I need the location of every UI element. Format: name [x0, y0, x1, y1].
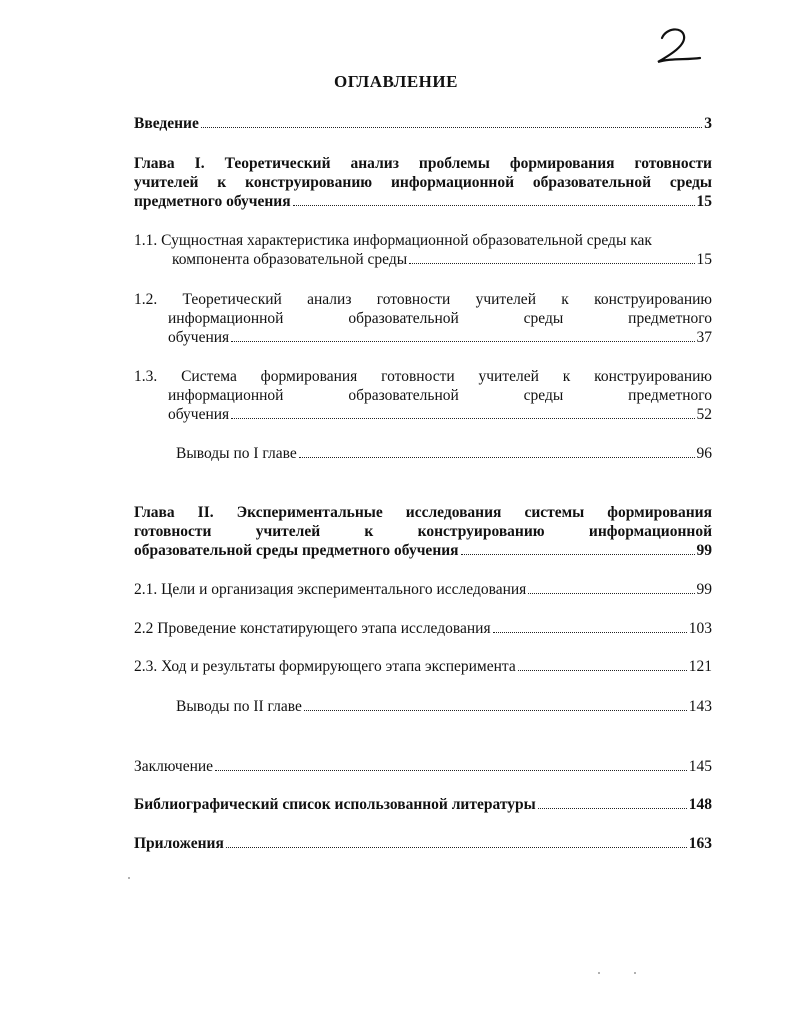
dot-leader — [518, 670, 687, 671]
page-ref: 163 — [688, 835, 712, 852]
dot-leader — [528, 593, 694, 594]
page-ref: 37 — [696, 329, 712, 346]
dot-leader — [215, 770, 687, 771]
page-ref: 52 — [696, 406, 712, 423]
dot-leader — [299, 457, 695, 458]
dot-leader — [409, 263, 694, 264]
scan-speck — [598, 972, 600, 974]
dot-leader — [231, 341, 694, 342]
page-ref: 143 — [688, 698, 712, 715]
handwritten-number-2-icon — [648, 22, 708, 72]
toc-entry-section-2-3[interactable]: 2.3. Ход и результаты формирующего этапа эксперимента 121 — [134, 658, 712, 675]
dot-leader — [304, 710, 687, 711]
page-ref: 121 — [688, 658, 712, 675]
page-ref: 15 — [696, 251, 712, 268]
page-ref: 3 — [704, 115, 712, 132]
toc-entry-appendices[interactable]: Приложения 163 — [134, 835, 712, 852]
toc-entry-conclusions-chapter-2[interactable]: Выводы по II главе 143 — [176, 698, 712, 715]
dot-leader — [231, 418, 694, 419]
page-ref: 15 — [696, 193, 712, 210]
scan-speck — [634, 972, 636, 974]
toc-entry-conclusion[interactable]: Заключение 145 — [134, 758, 712, 775]
page-ref: 148 — [688, 796, 712, 813]
toc-entry-introduction[interactable]: Введение 3 — [134, 115, 712, 132]
page-ref: 96 — [696, 445, 712, 462]
dot-leader — [201, 127, 702, 128]
dot-leader — [493, 632, 687, 633]
page-ref: 99 — [696, 542, 712, 559]
page-ref: 145 — [688, 758, 712, 775]
toc-title: ОГЛАВЛЕНИЕ — [334, 72, 458, 91]
dot-leader — [226, 847, 687, 848]
toc-entry-chapter-2[interactable]: Глава II. Экспериментальные исследования системы формирования готовности учителей к конструированию информационной образовательной среды предметного обучения 99 — [134, 504, 712, 559]
dot-leader — [461, 554, 695, 555]
toc-entry-section-2-1[interactable]: 2.1. Цели и организация экспериментального исследования 99 — [134, 581, 712, 598]
scan-speck — [128, 877, 130, 879]
toc-entry-section-1-1[interactable]: 1.1. Сущностная характеристика информационной образовательной среды как компонента образовательной среды 15 — [134, 232, 712, 268]
toc-entry-section-2-2[interactable]: 2.2 Проведение констатирующего этапа исследования 103 — [134, 620, 712, 637]
toc-entry-bibliography[interactable]: Библиографический список использованной литературы 148 — [134, 796, 712, 813]
dot-leader — [538, 808, 687, 809]
handwritten-page-number — [648, 22, 708, 72]
toc-entry-section-1-3[interactable]: 1.3. Система формирования готовности учителей к конструированию информационной образовательной среды предметного обучения 52 — [134, 368, 712, 423]
toc-entry-conclusions-chapter-1[interactable]: Выводы по I главе 96 — [176, 445, 712, 462]
page-ref: 103 — [688, 620, 712, 637]
toc-entry-section-1-2[interactable]: 1.2. Теоретический анализ готовности учителей к конструированию информационной образовательной среды предметного обучения 37 — [134, 291, 712, 346]
toc-entry-chapter-1[interactable]: Глава I. Теоретический анализ проблемы формирования готовности учителей к конструированию информационной образовательной среды предметного обучения 15 — [134, 155, 712, 210]
dot-leader — [293, 205, 695, 206]
page-ref: 99 — [696, 581, 712, 598]
